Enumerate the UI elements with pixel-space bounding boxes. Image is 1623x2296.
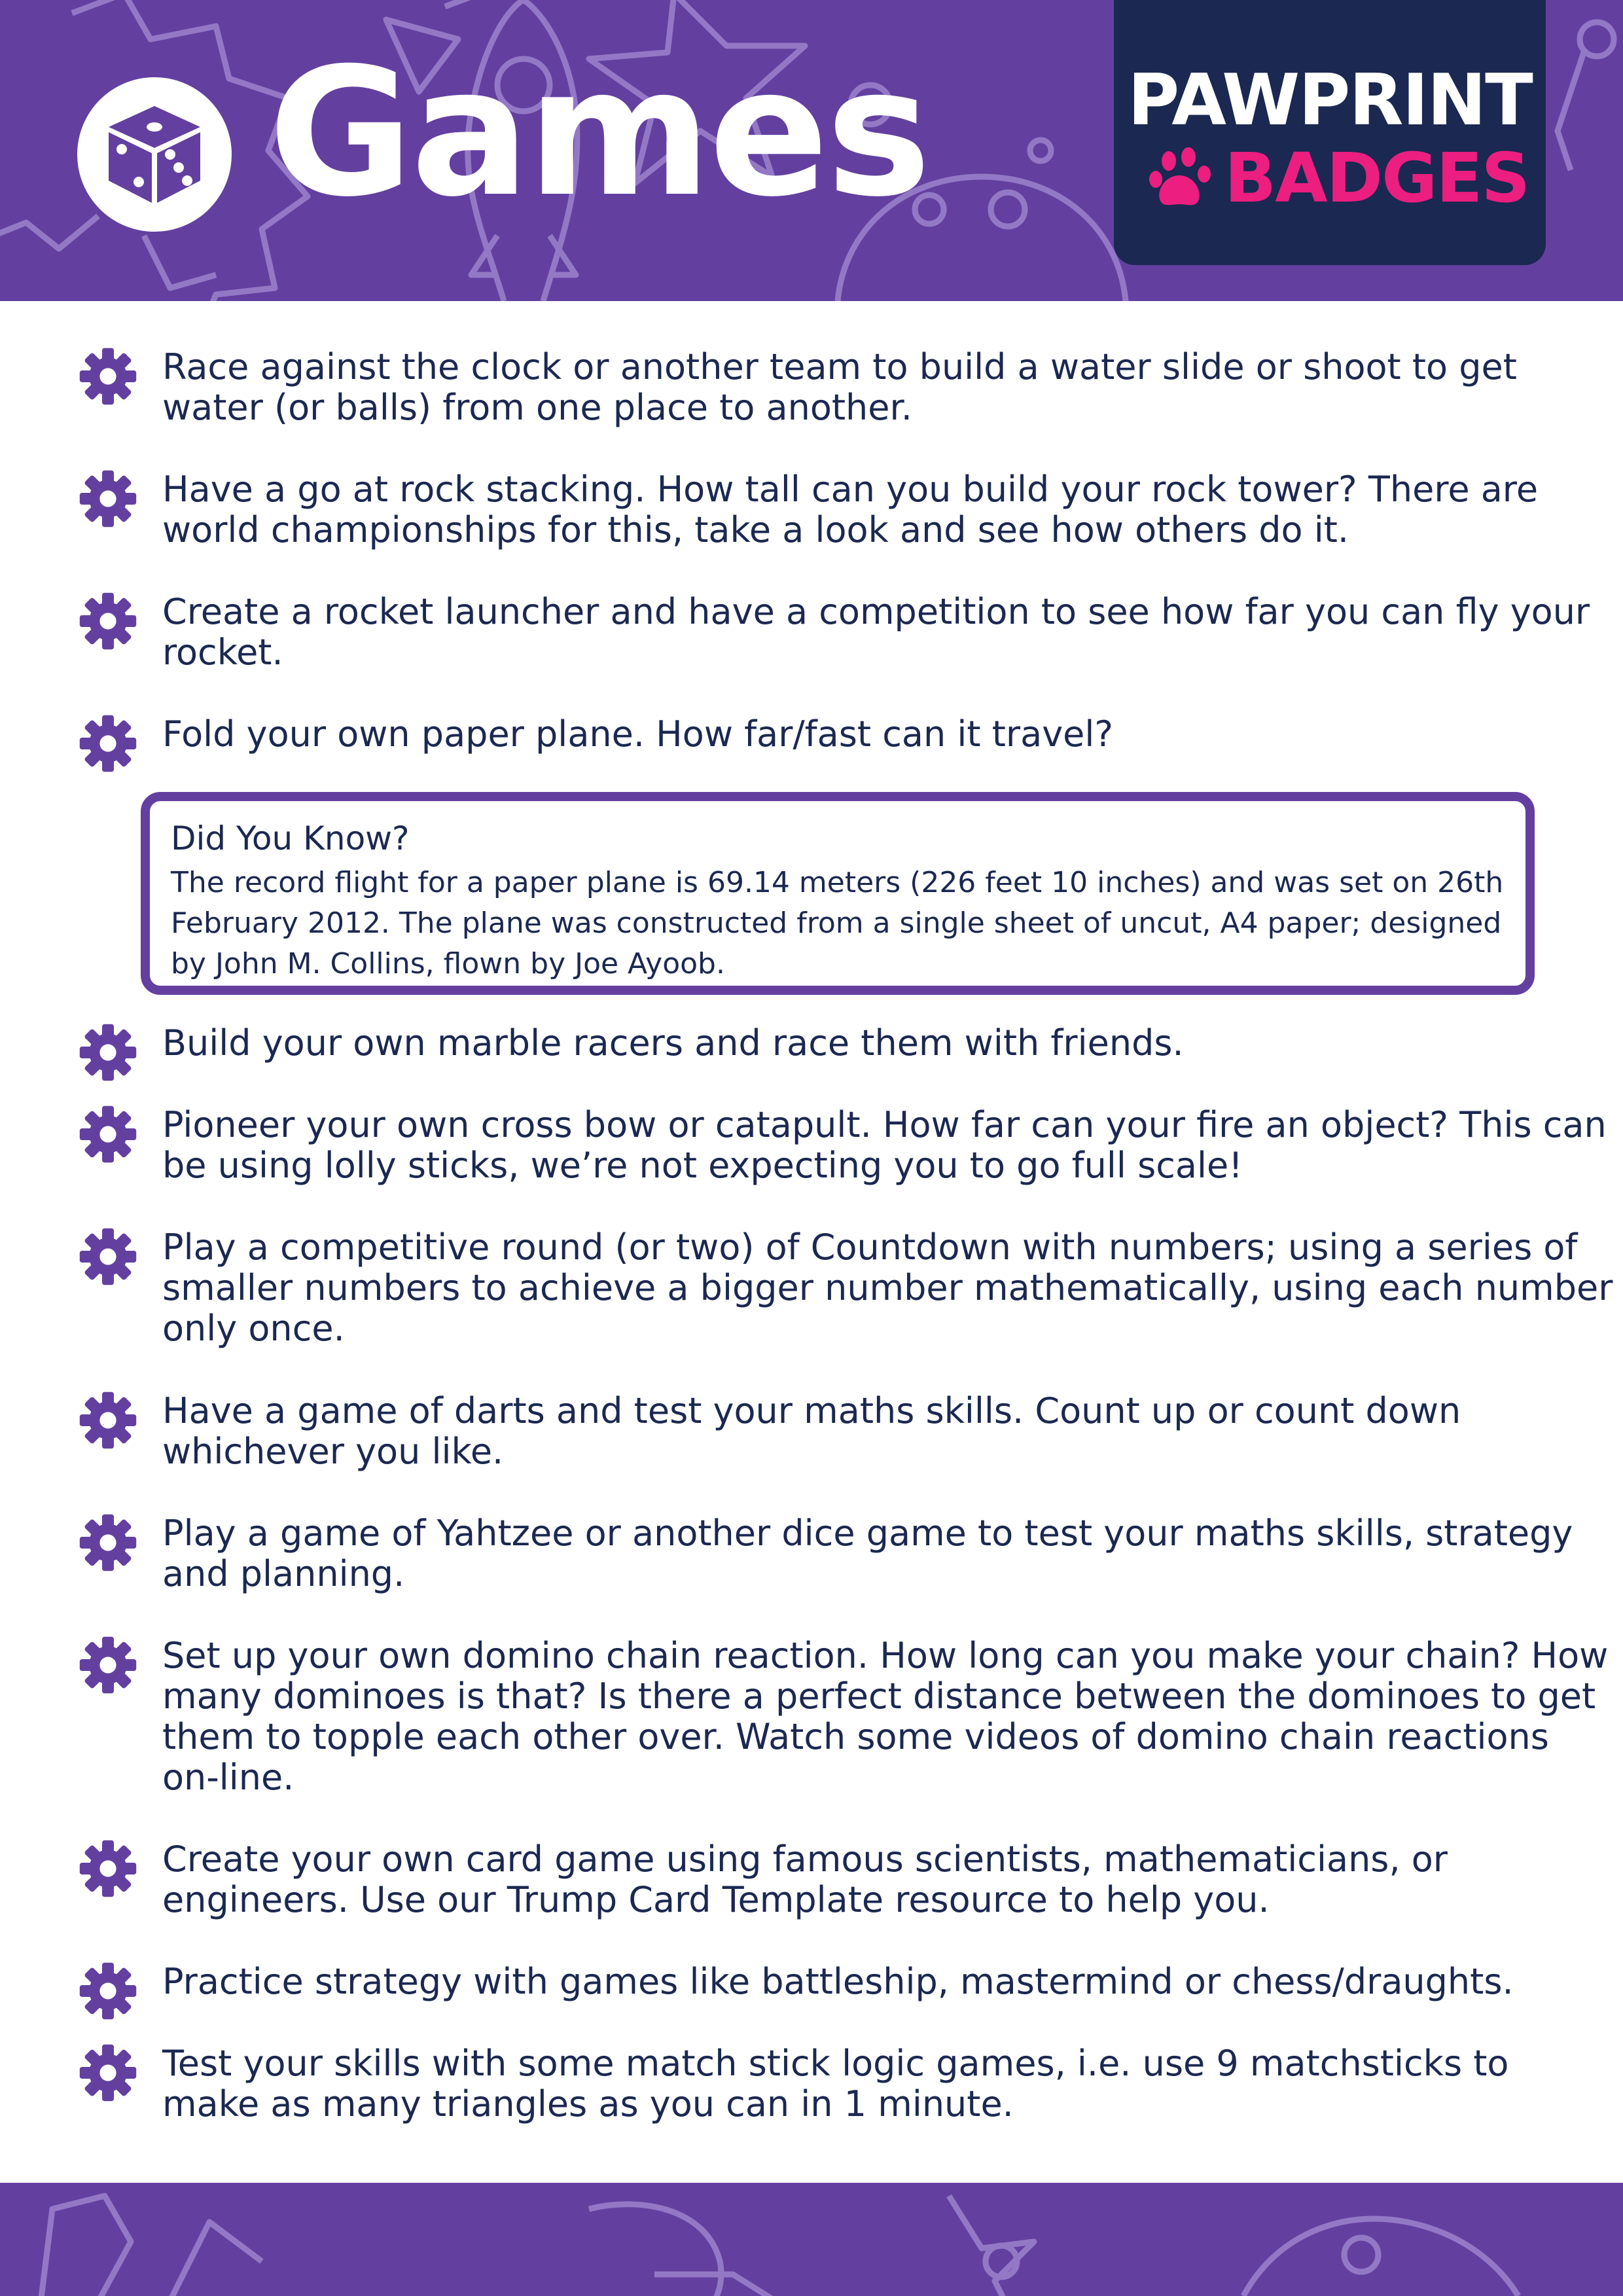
gear-icon [79, 1636, 137, 1695]
gear-icon [79, 1227, 137, 1286]
page-title: Games [268, 29, 929, 236]
did-you-know-title: Did You Know? [171, 819, 410, 857]
gear-icon [79, 1839, 137, 1898]
list-item-text: Set up your own domino chain reaction. How long can you make your chain? How many dominoes is that? Is there a perfect distance between the dominoes to get them to topple each other over. Watch some videos of domino chain reactions on-line. [162, 1635, 1609, 1798]
list-item-text: Create your own card game using famous scientists, mathematicians, or engineers. Use our Trump Card Template resource to help you. [162, 1839, 1448, 1920]
list-item-text: Create a rocket launcher and have a competition to see how far you can fly your rocket. [162, 591, 1590, 673]
dice-icon [102, 102, 207, 207]
gear-icon [79, 1391, 137, 1450]
list-item-text: Test your skills with some match stick logic games, i.e. use 9 matchsticks to make as many triangles as you can in 1 minute. [162, 2043, 1509, 2125]
list-item-text: Practice strategy with games like battleship, mastermind or chess/draughts. [162, 1961, 1514, 2002]
header-banner [0, 0, 1623, 301]
paw-print-icon [1149, 147, 1219, 211]
gear-icon [79, 347, 137, 406]
gear-icon [79, 592, 137, 651]
footer-doodles [0, 2183, 1623, 2296]
list-item-text: Have a game of darts and test your maths skills. Count up or count down whichever you like. [162, 1390, 1461, 1472]
logo-line-pawprint: PAWPRINT [1128, 60, 1532, 141]
list-item-text: Pioneer your own cross bow or catapult. How far can your fire an object? This can be using lolly sticks, we’re not expecting you to go full scale! [162, 1104, 1607, 1186]
gear-icon [79, 1105, 137, 1164]
pawprint-badges-logo [1114, 0, 1546, 265]
list-item-text: Race against the clock or another team to build a water slide or shoot to get water (or balls) from one place to another. [162, 346, 1517, 428]
list-item-text: Build your own marble racers and race them with friends. [162, 1022, 1184, 1064]
logo-line-badges: BADGES [1224, 138, 1529, 218]
gear-icon [79, 2043, 137, 2102]
gear-icon [79, 1023, 137, 1082]
gear-icon [79, 1962, 137, 2020]
list-item-text: Have a go at rock stacking. How tall can you build your rock tower? There are world championships for this, take a look and see how others do it. [162, 469, 1539, 550]
did-you-know-body: The record flight for a paper plane is 69.14 meters (226 feet 10 inches) and was set on 26th February 2012. The plane was constructed from a single sheet of uncut, A4 paper; designed by John M. Collins, flown by Joe Ayoob. [171, 866, 1504, 980]
gear-icon [79, 714, 137, 773]
dice-badge [77, 77, 232, 232]
gear-icon [79, 469, 137, 528]
did-you-know-box [141, 792, 1535, 995]
list-item-text: Play a competitive round (or two) of Countdown with numbers; using a series of smaller numbers to achieve a bigger number mathematically, using each number only once. [162, 1227, 1613, 1349]
footer-banner [0, 2183, 1623, 2296]
gear-icon [79, 1513, 137, 1572]
list-item-text: Play a game of Yahtzee or another dice game to test your maths skills, strategy and planning. [162, 1513, 1573, 1594]
list-item-text: Fold your own paper plane. How far/fast can it travel? [162, 713, 1114, 755]
